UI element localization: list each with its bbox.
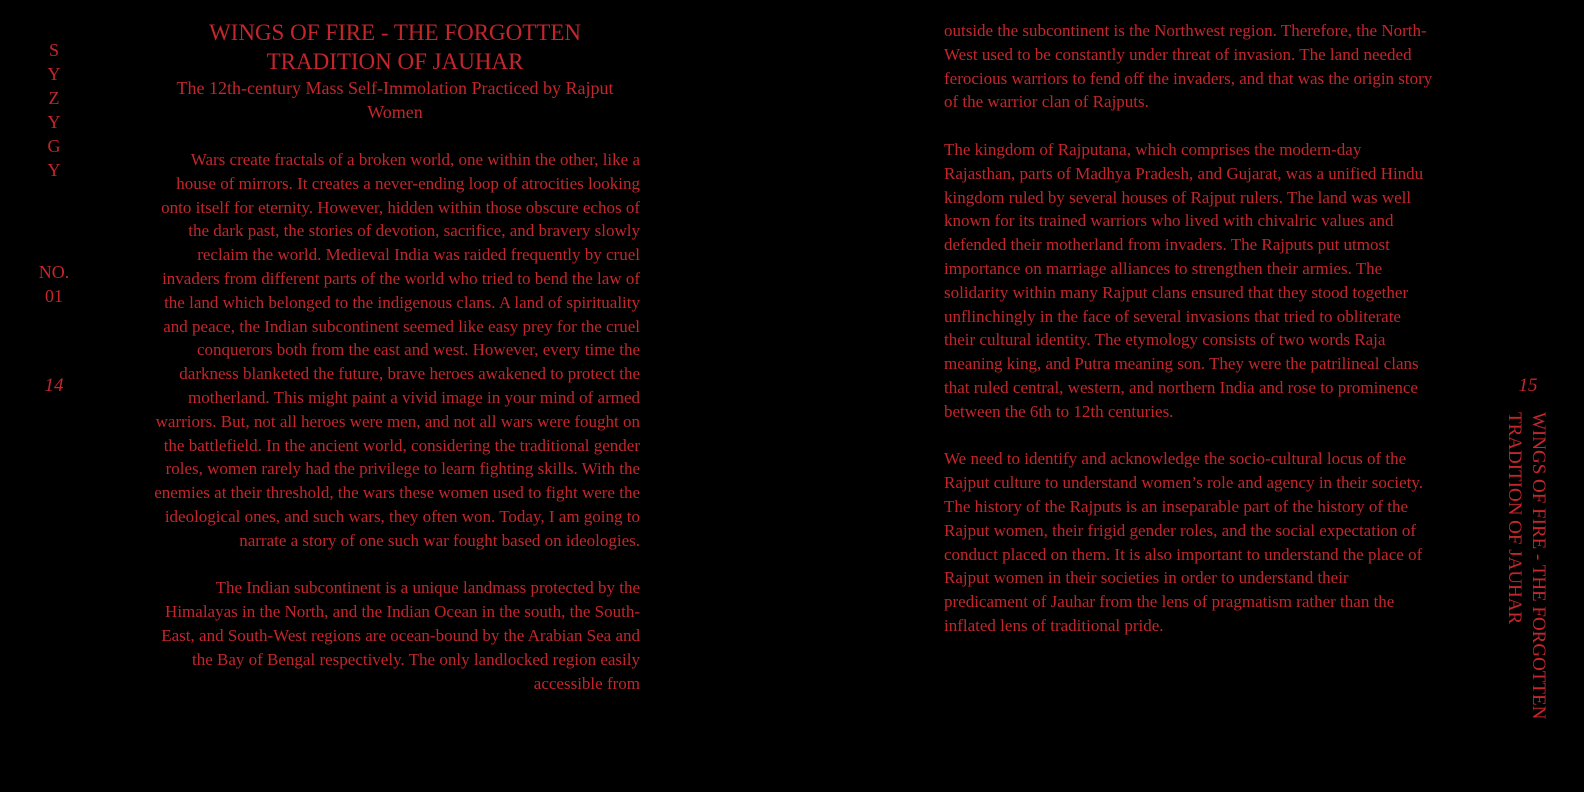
body-paragraph: outside the subcontinent is the Northwest region. Therefore, the North-West used to be constantly under threat of invasion. The land needed ferocious warriors to fend off the invaders, and that was the origin story of the warrior clan of Rajputs.: [944, 21, 1433, 112]
masthead-letter: Z: [48, 88, 60, 108]
running-title-line: WINGS OF FIRE - THE FORGOTTEN: [1528, 412, 1549, 720]
masthead-letter: G: [47, 136, 61, 156]
masthead-letter: Y: [47, 112, 61, 132]
issue-value: 01: [45, 286, 63, 306]
body-paragraph: The kingdom of Rajputana, which comprises the modern-day Rajasthan, parts of Madhya Pradesh, and Gujarat, was a unified Hindu kingdom ruled by several houses of Rajput rulers. The land was well known for its trained warriors who lived with chivalric values and defended their motherland from invaders. The Rajputs put utmost importance on marriage alliances to strengthen their armies. The solidarity within many Rajput clans ensured that they stood together unflinchingly in the face of several invasions that tried to obliterate their cultural identity. The etymology consists of two words Raja meaning king, and Putra meaning son. They were the patrilineal clans that ruled central, western, and northern India and rose to prominence between the 6th to 12th centuries.: [944, 139, 1424, 421]
running-title-line: TRADITION OF JAUHAR: [1504, 412, 1525, 625]
masthead-letter: S: [48, 40, 59, 60]
left-page-column: [150, 18, 640, 719]
masthead-letter: Y: [47, 64, 61, 84]
article-subtitle: The 12th-century Mass Self-Immolation Practiced by Rajput Women: [176, 78, 614, 122]
magazine-name-vertical: [30, 38, 78, 182]
body-paragraph: The Indian subcontinent is a unique landmass protected by the Himalayas in the North, and the Indian Ocean in the south, the South-East, and South-West regions are ocean-bound by the Arabian Sea and the Bay of Bengal respectively. The only landlocked region easily accessible from: [161, 578, 640, 693]
issue-number: [30, 260, 78, 308]
body-paragraph: Wars create fractals of a broken world, one within the other, like a house of mirrors. It creates a never-ending loop of atrocities looking onto itself for eternity. However, hidden within those obscure echos of the dark past, the stories of devotion, sacrifice, and bravery slowly reclaim the world. Medieval India was raided frequently by cruel invaders from different parts of the world who tried to bend the law of the land which belonged to the indigenous clans. A land of spirituality and peace, the Indian subcontinent seemed like easy prey for the cruel conquerors both from the east and west. However, every time the darkness blanketed the future, brave heroes awakened to protect the motherland. This might paint a vivid image in your mind of armed warriors. But, not all heroes were men, and not all wars were fought on the battlefield. In the ancient world, considering the traditional gender roles, women rarely had the privilege to learn fighting skills. With the enemies at their threshold, the wars these women used to fight were the ideological ones, and such wars, they often won. Today, I am going to narrate a story of one such war fought based on ideologies.: [154, 150, 640, 550]
masthead-letter: Y: [47, 160, 61, 180]
page-number-right: 15: [1518, 375, 1538, 396]
right-page-column: [944, 19, 1434, 662]
running-title-vertical: [1502, 412, 1550, 719]
issue-label: NO.: [38, 262, 70, 282]
magazine-masthead: [30, 38, 78, 308]
page-number-left: 14: [44, 375, 64, 396]
article-title: WINGS OF FIRE - THE FORGOTTEN TRADITION OF JAUHAR: [208, 20, 582, 74]
body-paragraph: We need to identify and acknowledge the socio-cultural locus of the Rajput culture to understand women’s role and agency in their society. The history of the Rajputs is an inseparable part of the history of the Rajput women, their frigid gender roles, and the social expectation of conduct placed on them. It is also important to understand the place of Rajput women in their societies in order to understand their predicament of Jauhar from the lens of pragmatism rather than the inflated lens of traditional pride.: [944, 449, 1424, 635]
